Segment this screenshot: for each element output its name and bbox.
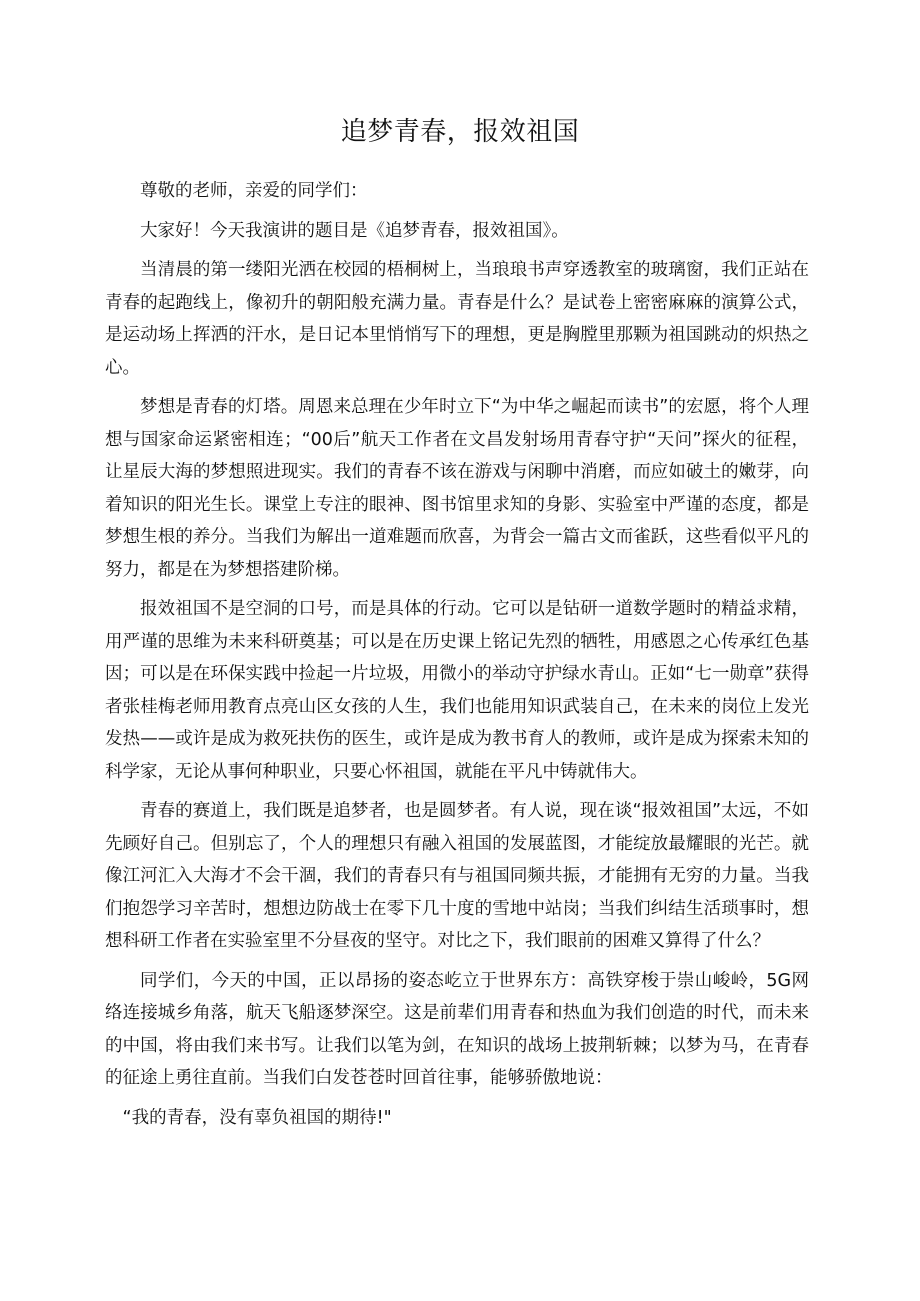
document-title: 追梦青春，报效祖国	[340, 117, 580, 147]
paragraph-race: 青春的赛道上，我们既是追梦者，也是圆梦者。有人说，现在谈“报效祖国”太远，不如先顾好自己。但别忘了，个人的理想只有融入祖国的发展蓝图，才能绽放最耀眼的光芒。就像江河汇入大海才不会干涸，我们的青春只有与祖国同频共振，才能拥有无穷的力量。当我们抱怨学习辛苦时，想想边防战士在零下几十度的雪地中站岗；当我们纠结生活琐事时，想想科研工作者在实验室里不分昼夜的坚守。对比之下，我们眼前的困难又算得了什么？	[105, 801, 809, 951]
speech-body	[105, 175, 809, 1141]
paragraph-salutation: 尊敬的老师，亲爱的同学们：	[140, 181, 368, 201]
paragraph-closing-quote: “我的青春，没有辜负祖国的期待!"	[122, 1107, 392, 1128]
paragraph-dream: 梦想是青春的灯塔。周恩来总理在少年时立下“为中华之崛起而读书”的宏愿，将个人理想与国家命运紧密相连；“00后”航天工作者在文昌发射场用青春守护“天问”探火的征程，让星辰大海的梦想照进现实。我们的青春不该在游戏与闲聊中消磨，而应如破土的嫩芽，向着知识的阳光生长。课堂上专注的眼神、图书馆里求知的身影、实验室中严谨的态度，都是梦想生根的养分。当我们为解出一道难题而欣喜，为背会一篇古文而雀跃，这些看似平凡的努力，都是在为梦想搭建阶梯。	[105, 397, 809, 580]
paragraph-greeting: 大家好！今天我演讲的题目是《追梦青春，报效祖国》。	[140, 220, 569, 241]
paragraph-serve-country: 报效祖国不是空洞的口号，而是具体的行动。它可以是钻研一道数学题时的精益求精，用严谨的思维为未来科研奠基；可以是在历史课上铭记先烈的牺牲，用感恩之心传承红色基因；可以是在环保实践中捡起一片垃圾，用微小的举动守护绿水青山。正如“七一勋章”获得者张桂梅老师用教育点亮山区女孩的人生，我们也能用知识武装自己，在未来的岗位上发光发热——或许是成为救死扶伤的医生，或许是成为教书育人的教师，或许是成为探索未知的科学家，无论从事何种职业，只要心怀祖国，就能在平凡中铸就伟大。	[105, 599, 809, 782]
paragraph-youth: 当清晨的第一缕阳光洒在校园的梧桐树上，当琅琅书声穿透教室的玻璃窗，我们正站在青春的起跑线上，像初升的朝阳般充满力量。青春是什么？是试卷上密密麻麻的演算公式，是运动场上挥洒的汗水，是日记本里悄悄写下的理想，更是胸膛里那颗为祖国跳动的炽热之心。	[105, 260, 809, 378]
paragraph-today-china: 同学们，今天的中国，正以昂扬的姿态屹立于世界东方：高铁穿梭于崇山峻岭，5G网络连接城乡角落，航天飞船逐梦深空。这是前辈们用青春和热血为我们创造的时代，而未来的中国，将由我们来书写。让我们以笔为剑，在知识的战场上披荆斩棘；以梦为马，在青春的征途上勇往直前。当我们白发苍苍时回首往事，能够骄傲地说：	[105, 970, 809, 1088]
